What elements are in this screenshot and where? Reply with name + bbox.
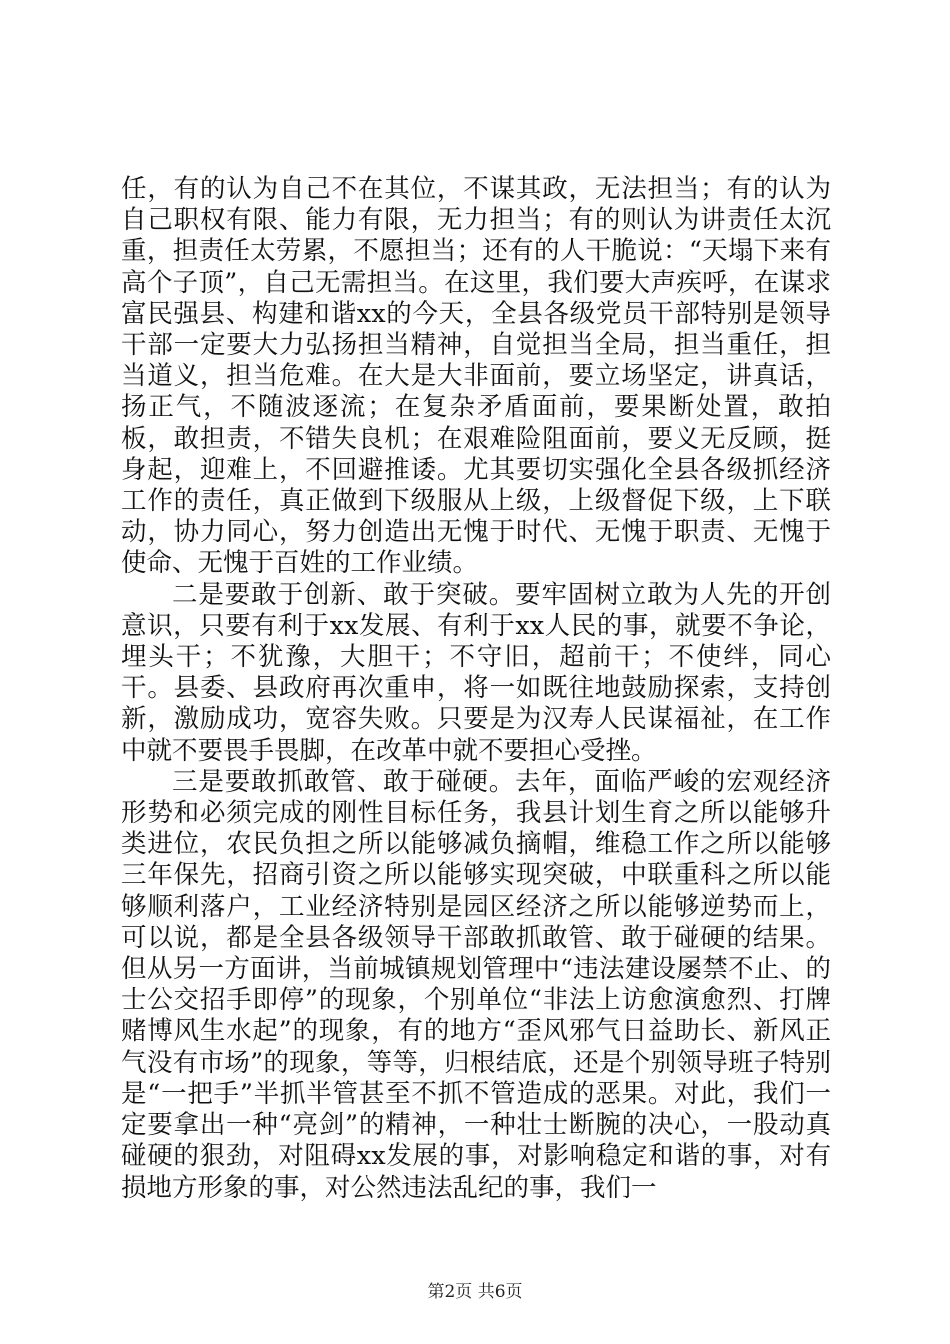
document-body — [121, 174, 831, 1204]
page-number-footer: 第2页 共6页 — [427, 1282, 523, 1302]
paragraph-continuation: 任，有的认为自己不在其位，不谋其政，无法担当；有的认为自己职权有限、能力有限，无力担当；有的则认为讲责任太沉重，担责任太劳累，不愿担当；还有的人干脆说：“天塌下来有高个子顶”，自己无需担当。在这里，我们要大声疾呼，在谋求富民强县、构建和谐xx的今天，全县各级党员干部特别是领导干部一定要大力弘扬担当精神，自觉担当全局，担当重任，担当道义，担当危难。在大是大非面前，要立场坚定，讲真话，扬正气，不随波逐流；在复杂矛盾面前，要果断处置，敢拍板，敢担责，不错失良机；在艰难险阻面前，要义无反顾，挺身起，迎难上，不回避推诿。尤其要切实强化全县各级抓经济工作的责任，真正做到下级服从上级，上级督促下级，上下联动，协力同心，努力创造出无愧于时代、无愧于职责、无愧于使命、无愧于百姓的工作业绩。 — [121, 174, 831, 579]
paragraph-innovation: 二是要敢于创新、敢于突破。要牢固树立敢为人先的开创意识，只要有利于xx发展、有利于xx人民的事，就要不争论，埋头干；不犹豫，大胆干；不守旧，超前干；不使绊，同心干。县委、县政府再次重申，将一如既往地鼓励探索，支持创新，激励成功，宽容失败。只要是为汉寿人民谋福祉，在工作中就不要畏手畏脚，在改革中就不要担心受挫。 — [121, 579, 831, 766]
paragraph-management: 三是要敢抓敢管、敢于碰硬。去年，面临严峻的宏观经济形势和必须完成的刚性目标任务，我县计划生育之所以能够升类进位，农民负担之所以能够减负摘帽，维稳工作之所以能够三年保先，招商引资之所以能够实现突破，中联重科之所以能够顺利落户，工业经济特别是园区经济之所以能够逆势而上，可以说，都是全县各级领导干部敢抓敢管、敢于碰硬的结果。但从另一方面讲，当前城镇规划管理中“违法建设屡禁不止、的士公交招手即停”的现象，个别单位“非法上访愈演愈烈、打牌赌博风生水起”的现象，有的地方“歪风邪气日益助长、新风正气没有市场”的现象，等等，归根结底，还是个别领导班子特别是“一把手”半抓半管甚至不抓不管造成的恶果。对此，我们一定要拿出一种“亮剑”的精神，一种壮士断腕的决心，一股动真碰硬的狠劲，对阻碍xx发展的事，对影响稳定和谐的事，对有损地方形象的事，对公然违法乱纪的事，我们一 — [121, 766, 831, 1203]
